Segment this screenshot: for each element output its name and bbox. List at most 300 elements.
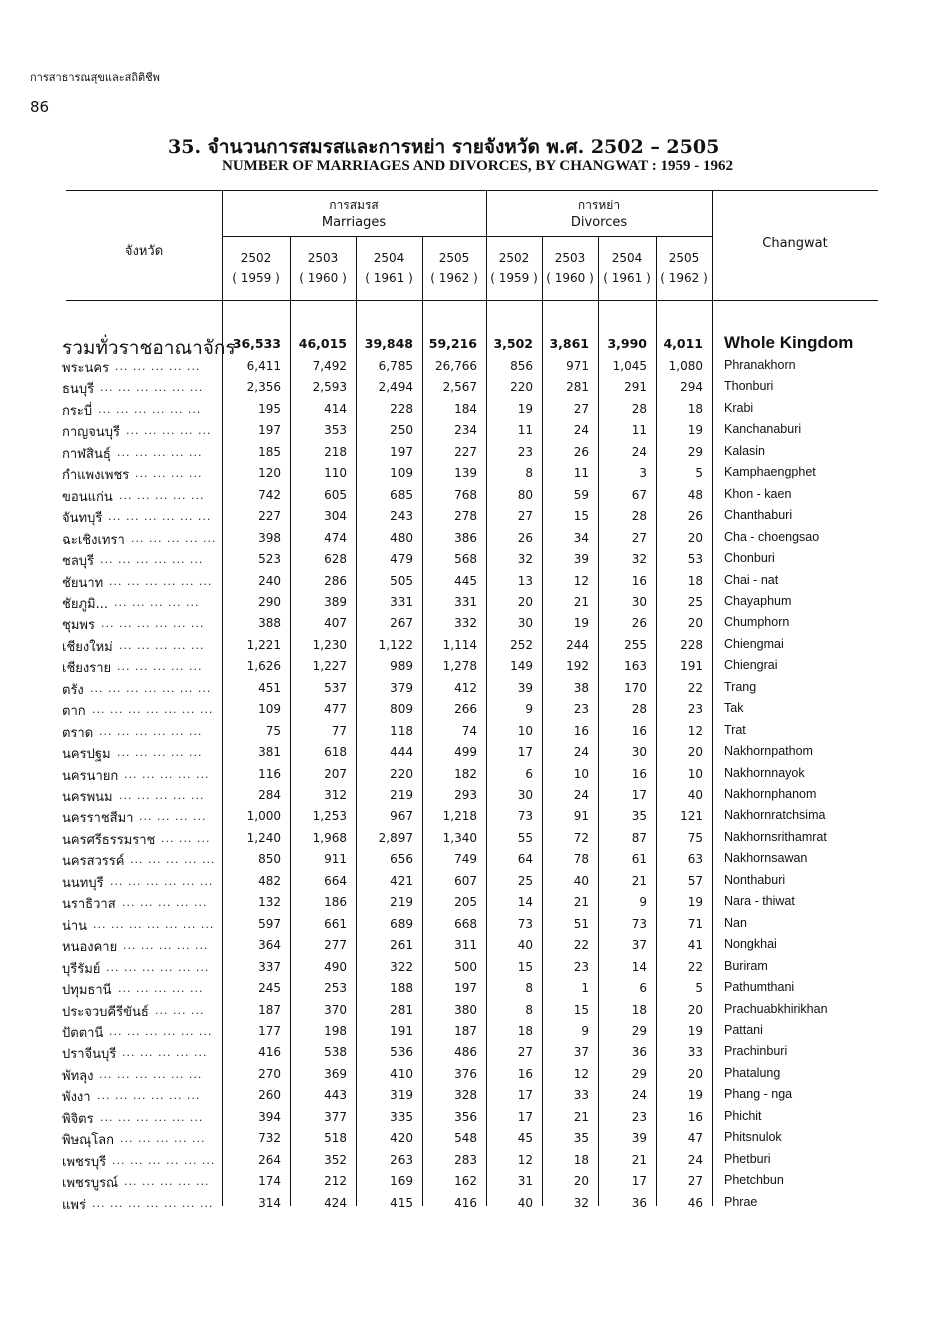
cell: 12 (573, 573, 589, 588)
cell: 398 (258, 530, 281, 545)
cell: 6,411 (246, 359, 281, 373)
leader-dots: ... ... ... ... ... ... (109, 574, 213, 588)
cell: 22 (573, 938, 589, 953)
leader-dots: ... ... ... ... (135, 467, 203, 481)
table-row (0, 657, 941, 678)
cell: 29 (687, 444, 703, 459)
cell: 499 (454, 745, 477, 760)
changwat-english-name: Nakhornpathom (724, 744, 813, 759)
cell: 228 (680, 637, 703, 652)
cell: 73 (517, 809, 533, 824)
cell: 195 (258, 401, 281, 416)
changwat-english-name: Buriram (724, 958, 768, 973)
table-row (0, 1172, 941, 1193)
table-row (0, 936, 941, 957)
cell: 278 (454, 509, 477, 524)
cell: 445 (454, 573, 477, 588)
table-row (0, 1043, 941, 1064)
cell: 240 (258, 573, 281, 588)
cell: 174 (258, 1174, 281, 1189)
top-rule (66, 190, 878, 191)
cell: 331 (454, 594, 477, 609)
leader-dots: ... ... ... (161, 831, 211, 845)
cell: 163 (624, 659, 647, 674)
cell: 685 (390, 487, 413, 502)
cell: 8 (525, 981, 533, 996)
year-ce: ( 1959 ) (232, 271, 280, 285)
cell: 228 (390, 401, 413, 416)
table-row (0, 593, 941, 614)
cell: 2,567 (442, 380, 477, 395)
cell: 19 (517, 401, 533, 416)
changwat-thai-name: นครนายก (62, 768, 119, 784)
cell: 220 (510, 380, 533, 395)
cell: 205 (454, 895, 477, 910)
cell: 39 (631, 1131, 647, 1146)
year-header-cell (222, 248, 290, 288)
cell: 370 (324, 1002, 347, 1017)
year-header-cell (598, 248, 656, 288)
cell: 252 (510, 637, 533, 652)
leader-dots: ... ... ... ... ... (119, 789, 205, 802)
cell: 742 (258, 487, 281, 502)
cell: 17 (631, 788, 647, 802)
table-row (0, 486, 941, 507)
changwat-thai-name: เชียงใหม่ (62, 639, 113, 655)
cell: 281 (566, 380, 589, 395)
cell: 26,766 (435, 359, 477, 373)
cell: 9 (525, 702, 533, 717)
year-header-cell (656, 248, 712, 288)
cell: 32 (631, 552, 647, 567)
cell: 618 (324, 745, 347, 760)
cell: 294 (680, 380, 703, 395)
cell: 380 (454, 1002, 477, 1017)
cell: 169 (390, 1174, 413, 1189)
cell: 352 (324, 1152, 347, 1167)
cell: 20 (687, 530, 703, 545)
cell: 162 (454, 1174, 477, 1189)
year-be: 2502 (240, 251, 272, 265)
cell: 12 (687, 723, 703, 738)
leader-dots: ... ... ... ... ... ... (101, 617, 205, 631)
cell: 267 (390, 616, 413, 631)
table-row (0, 700, 941, 721)
changwat-thai-name: ปราจีนบุรี (62, 1047, 117, 1063)
changwat-english-name: Kamphaengphet (724, 465, 816, 480)
leader-dots: ... ... ... ... ... ... (99, 1067, 203, 1081)
cell: 37 (573, 1045, 589, 1060)
cell: 19 (687, 895, 703, 910)
cell: 283 (454, 1152, 477, 1167)
cell: 1,122 (378, 637, 413, 652)
cell: 91 (573, 809, 589, 824)
changwat-english-name: Phichit (724, 1108, 762, 1123)
cell: 22 (687, 680, 703, 695)
cell: 24 (631, 1088, 647, 1103)
leader-dots: ... ... ... ... ... ... (100, 553, 204, 567)
cell: 377 (324, 1109, 347, 1124)
cell: 1,045 (612, 359, 647, 373)
cell: 407 (324, 616, 347, 631)
table-row (0, 357, 941, 378)
changwat-english-name: Phetchbun (724, 1173, 784, 1188)
table-row (0, 722, 941, 743)
cell: 121 (680, 809, 703, 824)
changwat-english-name: Trat (724, 722, 746, 737)
cell: 607 (454, 873, 477, 888)
cell: 177 (258, 1023, 281, 1038)
cell: 197 (454, 981, 477, 996)
leader-dots: ... ... ... ... ... ... (106, 960, 210, 974)
header-mid-rule (222, 236, 712, 237)
cell: 536 (390, 1045, 413, 1060)
leader-dots: ... ... ... ... ... (122, 896, 208, 910)
cell: 26 (687, 509, 703, 524)
cell: 110 (324, 466, 347, 481)
cell: 311 (454, 938, 477, 953)
leader-dots: ... ... ... ... ... (119, 488, 205, 502)
changwat-english-name: Nakhornsawan (724, 851, 808, 866)
cell: 967 (390, 809, 413, 824)
cell: 39,848 (364, 336, 413, 351)
table-row (0, 1108, 941, 1129)
cell: 451 (258, 680, 281, 695)
leader-dots: ... ... ... ... ... ... ... (90, 681, 212, 695)
cell: 219 (390, 788, 413, 802)
cell: 26 (573, 444, 589, 459)
cell: 109 (258, 702, 281, 717)
changwat-english-name: Tak (724, 701, 744, 716)
leader-dots: ... ... ... ... ... ... ... (92, 1196, 214, 1210)
changwat-english-name: Chiengmai (724, 636, 784, 651)
changwat-thai-name: ธนบุรี (62, 382, 95, 398)
changwat-thai-header: จังหวัด (124, 244, 164, 259)
changwat-thai-name: ปัตตานี (62, 1025, 104, 1041)
leader-dots: ... ... ... ... ... ... (97, 1089, 201, 1103)
cell: 250 (390, 423, 413, 438)
cell: 39 (573, 552, 589, 567)
cell: 490 (324, 959, 347, 974)
changwat-thai-name: เชียงราย (62, 661, 112, 677)
cell: 120 (258, 466, 281, 481)
cell: 537 (324, 680, 347, 695)
leader-dots: ... ... ... ... ... (115, 360, 201, 373)
cell: 21 (573, 594, 589, 609)
cell: 48 (687, 487, 703, 502)
cell: 61 (631, 852, 647, 867)
cell: 1,253 (312, 809, 347, 824)
cell: 23 (573, 702, 589, 717)
cell: 21 (573, 1109, 589, 1124)
cell: 331 (390, 594, 413, 609)
cell: 911 (324, 852, 347, 867)
leader-dots: ... ... ... ... ... ... (109, 1024, 213, 1038)
cell: 284 (258, 788, 281, 802)
cell: 369 (324, 1066, 347, 1081)
changwat-thai-name: พิษณุโลก (62, 1133, 115, 1149)
cell: 3,990 (607, 336, 647, 351)
leader-dots: ... ... ... ... (139, 810, 207, 824)
cell: 255 (624, 637, 647, 652)
leader-dots: ... ... ... ... ... (126, 424, 212, 438)
cell: 191 (680, 659, 703, 674)
cell: 5 (695, 981, 703, 996)
cell: 20 (687, 616, 703, 631)
changwat-english-name: Chonburi (724, 551, 775, 566)
leader-dots: ... ... ... ... ... ... (99, 724, 203, 738)
cell: 218 (324, 444, 347, 459)
table-row (0, 421, 941, 442)
cell: 768 (454, 487, 477, 502)
year-ce: ( 1961 ) (365, 271, 413, 285)
cell: 266 (454, 702, 477, 717)
cell: 15 (573, 1002, 589, 1017)
divorces-thai-header: การหย่า (577, 198, 621, 212)
cell: 24 (687, 1152, 703, 1167)
changwat-english-name: Pathumthani (724, 980, 795, 995)
changwat-english-header: Changwat (762, 236, 828, 251)
cell: 51 (573, 916, 589, 931)
cell: 63 (687, 852, 703, 867)
cell: 27 (687, 1174, 703, 1189)
cell: 21 (631, 873, 647, 888)
cell: 568 (454, 552, 477, 567)
year-header-cell (356, 248, 422, 288)
cell: 67 (631, 487, 647, 502)
cell: 187 (258, 1002, 281, 1017)
cell: 46,015 (298, 336, 347, 351)
cell: 6 (639, 981, 647, 996)
cell: 26 (517, 530, 533, 545)
cell: 31 (517, 1174, 533, 1189)
table-row (0, 400, 941, 421)
cell: 27 (631, 530, 647, 545)
cell: 9 (639, 895, 647, 910)
leader-dots: ... ... ... ... ... (124, 767, 210, 781)
cell: 27 (573, 401, 589, 416)
cell: 17 (631, 1174, 647, 1189)
cell: 170 (624, 680, 647, 695)
cell: 35 (631, 809, 647, 824)
changwat-thai-name: ชัยภูมิ... (62, 596, 108, 612)
cell: 23 (631, 1109, 647, 1124)
changwat-thai-name: รวมทั่วราชอาณาจักร (62, 337, 236, 359)
cell: 8 (525, 1002, 533, 1017)
cell: 40 (517, 938, 533, 953)
cell: 149 (510, 659, 533, 674)
cell: 245 (258, 981, 281, 996)
cell: 2,593 (312, 380, 347, 395)
table-row (0, 550, 941, 571)
year-header-cell (290, 248, 356, 288)
cell: 486 (454, 1045, 477, 1060)
cell: 538 (324, 1045, 347, 1060)
changwat-english-name: Nakhornratchsima (724, 808, 826, 823)
cell: 19 (687, 423, 703, 438)
cell: 20 (687, 1002, 703, 1017)
changwat-thai-name: ตาก (62, 704, 86, 720)
year-header-cell (422, 248, 486, 288)
changwat-thai-name: นครราชสีมา (62, 811, 134, 827)
table-row (0, 872, 941, 893)
cell: 16 (573, 723, 589, 738)
divorces-english-header: Divorces (570, 215, 628, 230)
cell: 9 (581, 1023, 589, 1038)
changwat-english-name: Phitsnulok (724, 1130, 782, 1145)
cell: 412 (454, 680, 477, 695)
cell: 64 (517, 852, 533, 867)
changwat-thai-name: นครพนม (62, 790, 113, 805)
cell: 10 (573, 766, 589, 781)
cell: 597 (258, 916, 281, 931)
cell: 20 (573, 1174, 589, 1189)
cell: 328 (454, 1088, 477, 1103)
cell: 18 (517, 1023, 533, 1038)
cell: 25 (517, 873, 533, 888)
changwat-english-name: Phatalung (724, 1065, 781, 1080)
cell: 6,785 (378, 359, 413, 373)
leader-dots: ... ... ... ... ... (120, 1132, 206, 1146)
cell: 59,216 (428, 336, 477, 351)
cell: 18 (687, 573, 703, 588)
cell: 73 (631, 916, 647, 931)
cell: 421 (390, 873, 413, 888)
cell: 416 (454, 1195, 477, 1210)
table-row (0, 529, 941, 550)
changwat-thai-name: ชัยนาท (62, 575, 104, 591)
year-be: 2503 (554, 251, 586, 265)
table-row (0, 1194, 941, 1215)
changwat-english-name: Chanthaburi (724, 508, 793, 523)
cell: 749 (454, 852, 477, 867)
cell: 270 (258, 1066, 281, 1081)
cell: 477 (324, 702, 347, 717)
cell: 35 (573, 1131, 589, 1146)
cell: 234 (454, 423, 477, 438)
cell: 227 (258, 509, 281, 524)
cell: 668 (454, 916, 477, 931)
table-row (0, 807, 941, 828)
cell: 19 (573, 616, 589, 631)
changwat-english-name: Chai - nat (724, 572, 779, 587)
cell: 29 (631, 1066, 647, 1081)
table-row (0, 1001, 941, 1022)
cell: 40 (573, 873, 589, 888)
changwat-thai-name: ตราด (62, 725, 94, 741)
cell: 109 (390, 466, 413, 481)
cell: 8 (525, 466, 533, 481)
cell: 20 (687, 745, 703, 760)
cell: 523 (258, 552, 281, 567)
cell: 605 (324, 487, 347, 502)
cell: 187 (454, 1023, 477, 1038)
cell: 21 (631, 1152, 647, 1167)
changwat-thai-name: น่าน (62, 918, 88, 934)
cell: 38 (573, 680, 589, 695)
cell: 32 (517, 552, 533, 567)
changwat-english-name: Nakhornphanom (724, 787, 817, 801)
cell: 27 (517, 1045, 533, 1060)
cell: 13 (517, 573, 533, 588)
cell: 75 (687, 830, 703, 845)
table-row (0, 958, 941, 979)
cell: 77 (331, 723, 347, 738)
cell: 11 (517, 423, 533, 438)
changwat-thai-name: หนองคาย (62, 940, 118, 956)
cell: 41 (687, 938, 703, 953)
cell: 3,861 (549, 336, 589, 351)
cell: 290 (258, 594, 281, 609)
leader-dots: ... ... ... ... ... (118, 982, 204, 996)
table-row (0, 893, 941, 914)
cell: 332 (454, 616, 477, 631)
cell: 1,114 (442, 637, 477, 652)
changwat-english-name: Phrae (724, 1194, 758, 1209)
cell: 118 (390, 723, 413, 738)
cell: 57 (687, 873, 703, 888)
cell: 244 (566, 637, 589, 652)
cell: 75 (265, 723, 281, 738)
changwat-thai-name: กำแพงเพชร (62, 468, 130, 484)
cell: 23 (687, 702, 703, 717)
cell: 33 (687, 1045, 703, 1060)
leader-dots: ... ... ... ... ... ... (100, 1110, 204, 1124)
leader-dots: ... ... ... ... ... (123, 939, 209, 953)
cell: 17 (517, 1109, 533, 1124)
cell: 2,897 (378, 830, 413, 845)
cell: 184 (454, 401, 477, 416)
cell: 3,502 (493, 336, 533, 351)
changwat-thai-name: ประจวบคีรีขันธ์ (62, 1004, 149, 1020)
cell: 376 (454, 1066, 477, 1081)
changwat-english-name: Chiengrai (724, 658, 778, 673)
header-bottom-rule (66, 300, 878, 301)
cell: 16 (517, 1066, 533, 1081)
leader-dots: ... ... ... ... ... ... ... (92, 703, 214, 717)
cell: 1,000 (246, 809, 281, 824)
changwat-thai-name: บุรีรัมย์ (62, 961, 101, 977)
cell: 45 (517, 1131, 533, 1146)
table-row-total (0, 333, 941, 359)
cell: 39 (517, 680, 533, 695)
cell: 394 (258, 1109, 281, 1124)
cell: 16 (687, 1109, 703, 1124)
table-row (0, 765, 941, 786)
cell: 17 (517, 745, 533, 760)
cell: 27 (517, 509, 533, 524)
cell: 410 (390, 1066, 413, 1081)
cell: 7,492 (312, 359, 347, 373)
year-ce: ( 1960 ) (546, 271, 594, 285)
table-row (0, 1022, 941, 1043)
leader-dots: ... ... ... ... ... (119, 638, 205, 652)
table-row (0, 378, 941, 399)
changwat-thai-name: กระบี่ (62, 403, 93, 419)
changwat-english-name: Nongkhai (724, 937, 777, 952)
cell: 37 (631, 938, 647, 953)
cell: 40 (517, 1195, 533, 1210)
changwat-english-name: Prachuabkhirikhan (724, 1001, 828, 1016)
cell: 220 (390, 766, 413, 781)
cell: 1,626 (246, 659, 281, 674)
changwat-thai-name: ชลบุรี (62, 554, 95, 570)
changwat-thai-name: เพชรบุรี (62, 1154, 107, 1170)
changwat-english-name: Chumphorn (724, 615, 790, 630)
cell: 444 (390, 745, 413, 760)
leader-dots: ... ... ... ... ... (122, 1046, 208, 1060)
cell: 28 (631, 401, 647, 416)
